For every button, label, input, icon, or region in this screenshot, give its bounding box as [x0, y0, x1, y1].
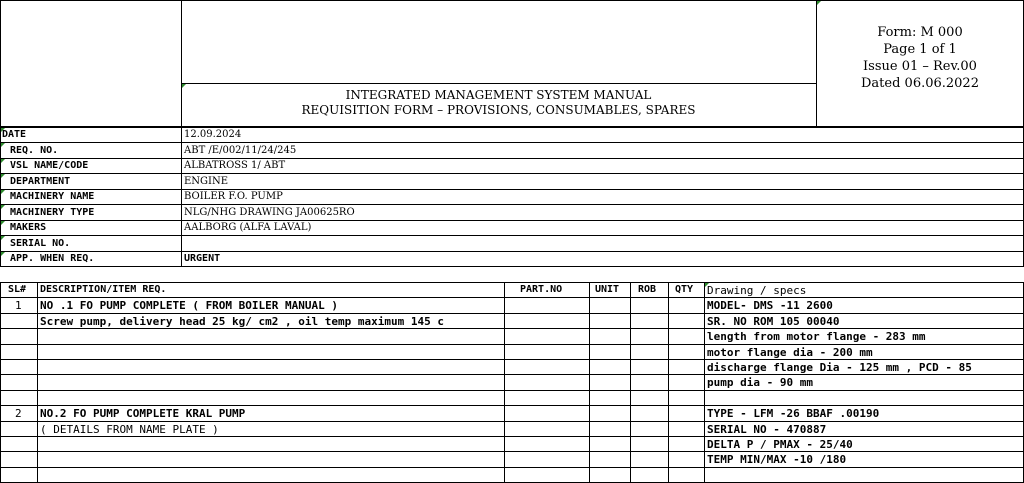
field-value: AALBORG (ALFA LAVAL)	[184, 222, 312, 233]
field-value: 12.09.2024	[184, 129, 242, 140]
col-part-no: PART.NO	[520, 284, 563, 295]
field-label: MACHINERY NAME	[10, 191, 95, 202]
col-sl: SL#	[8, 284, 27, 295]
field-label: APP. WHEN REQ.	[10, 253, 95, 264]
row-spec: MODEL- DMS -11 2600	[707, 300, 833, 311]
field-label: MAKERS	[10, 222, 47, 233]
col-rob: ROB	[638, 284, 657, 295]
row-description: ( DETAILS FROM NAME PLATE )	[40, 424, 219, 435]
field-value-urgent: URGENT	[184, 253, 221, 264]
row-spec: length from motor flange - 283 mm	[707, 331, 926, 342]
field-label: MACHINERY TYPE	[10, 207, 95, 218]
field-value: ALBATROSS 1/ ABT	[184, 160, 286, 171]
row-spec: TYPE - LFM -26 BBAF .00190	[707, 408, 880, 419]
field-value: ABT /E/002/11/24/245	[184, 145, 297, 156]
row-sl: 1	[15, 299, 22, 312]
field-value: BOILER F.O. PUMP	[184, 191, 283, 202]
field-label: DATE	[2, 129, 27, 140]
field-label: DEPARTMENT	[10, 176, 71, 187]
row-spec: motor flange dia - 200 mm	[707, 347, 873, 358]
col-drawing-specs: Drawing / specs	[707, 284, 807, 297]
col-qty: QTY	[675, 284, 694, 295]
row-description: Screw pump, delivery head 25 kg/ cm2 , oil temp maximum 145 c	[40, 316, 444, 327]
row-sl: 2	[15, 407, 22, 420]
manual-title: INTEGRATED MANAGEMENT SYSTEM MANUAL	[345, 88, 652, 102]
field-value: ENGINE	[184, 176, 229, 187]
col-description: DESCRIPTION/ITEM REQ.	[40, 284, 167, 295]
row-spec: discharge flange Dia - 125 mm , PCD - 85	[707, 362, 972, 373]
field-label: SERIAL NO.	[10, 238, 71, 249]
form-title: REQUISITION FORM – PROVISIONS, CONSUMABLES, SPARES	[301, 103, 696, 117]
row-spec: TEMP MIN/MAX -10 /180	[707, 454, 847, 465]
issue-revision: Issue 01 – Rev.00	[863, 59, 977, 74]
row-spec: SR. NO ROM 105 00040	[707, 316, 840, 327]
row-spec: pump dia - 90 mm	[707, 377, 813, 388]
field-label: REQ. NO.	[10, 145, 59, 156]
dated: Dated 06.06.2022	[861, 76, 979, 91]
row-spec: DELTA P / PMAX - 25/40	[707, 439, 853, 450]
field-label: VSL NAME/CODE	[10, 160, 89, 171]
page-number: Page 1 of 1	[883, 42, 957, 57]
col-unit: UNIT	[595, 284, 620, 295]
form-number: Form: M 000	[877, 25, 963, 40]
row-spec: SERIAL NO - 470887	[707, 424, 827, 435]
row-description: NO .1 FO PUMP COMPLETE ( FROM BOILER MANUAL )	[40, 300, 339, 311]
field-value: NLG/NHG DRAWING JA00625RO	[184, 207, 355, 218]
row-description: NO.2 FO PUMP COMPLETE KRAL PUMP	[40, 408, 246, 419]
